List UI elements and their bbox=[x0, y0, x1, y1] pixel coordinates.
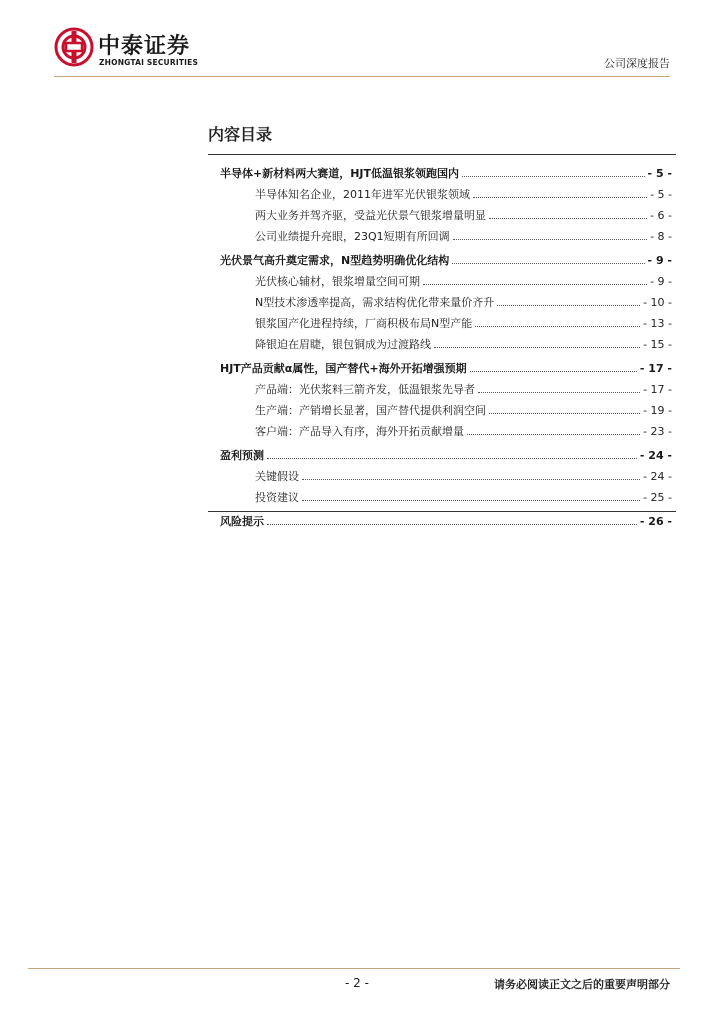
toc-entry-page: - 17 - bbox=[639, 362, 672, 375]
toc-entry-page: - 6 - bbox=[650, 209, 672, 222]
dot-leader bbox=[489, 218, 647, 219]
toc-subsection[interactable] bbox=[208, 421, 676, 442]
toc-section[interactable] bbox=[208, 358, 676, 379]
footer-divider bbox=[28, 968, 680, 969]
toc-entry-page: - 9 - bbox=[650, 275, 672, 288]
toc-entry-title: 光伏景气高升奠定需求，N型趋势明确优化结构 bbox=[220, 254, 450, 267]
toc-entry-title: 光伏核心辅材，银浆增量空间可期 bbox=[255, 275, 420, 288]
page-number: - 2 - bbox=[345, 976, 369, 990]
dot-leader bbox=[423, 284, 647, 285]
toc-entry-title: N型技术渗透率提高，需求结构优化带来量价齐升 bbox=[255, 296, 495, 309]
toc-entry-title: 半导体知名企业，2011年进军光伏银浆领域 bbox=[255, 188, 470, 201]
toc-entry-title: 降银迫在眉睫，银包铜成为过渡路线 bbox=[255, 338, 431, 351]
dot-leader bbox=[475, 326, 640, 327]
dot-leader bbox=[478, 392, 640, 393]
dot-leader bbox=[462, 176, 645, 177]
header-divider bbox=[54, 76, 670, 77]
toc-subsection[interactable] bbox=[208, 184, 676, 205]
dot-leader bbox=[302, 479, 640, 480]
toc-title-divider bbox=[208, 154, 676, 155]
toc-entry-page: - 19 - bbox=[643, 404, 672, 417]
table-of-contents bbox=[208, 160, 676, 532]
toc-entry-page: - 24 - bbox=[639, 449, 672, 462]
dot-leader bbox=[467, 434, 640, 435]
toc-entry-title: 客户端：产品导入有序，海外开拓贡献增量 bbox=[255, 425, 464, 438]
brand-name-en: ZHONGTAI SECURITIES bbox=[99, 58, 199, 67]
footer-disclaimer: 请务必阅读正文之后的重要声明部分 bbox=[494, 978, 670, 991]
toc-entry-title: 风险提示 bbox=[220, 515, 264, 528]
toc-subsection[interactable] bbox=[208, 400, 676, 421]
toc-entry-title: 投资建议 bbox=[255, 491, 299, 504]
toc-subsection[interactable] bbox=[208, 334, 676, 355]
toc-entry-page: - 13 - bbox=[643, 317, 672, 330]
toc-entry-title: 半导体+新材料两大赛道，HJT低温银浆领跑国内 bbox=[220, 167, 460, 180]
toc-entry-title: 两大业务并驾齐驱，受益光伏景气银浆增量明显 bbox=[255, 209, 486, 222]
toc-section[interactable] bbox=[208, 511, 676, 532]
toc-subsection[interactable] bbox=[208, 226, 676, 247]
toc-section[interactable] bbox=[208, 250, 676, 271]
toc-entry-page: - 26 - bbox=[639, 515, 672, 528]
toc-subsection[interactable] bbox=[208, 205, 676, 226]
toc-subsection[interactable] bbox=[208, 313, 676, 334]
toc-entry-title: 盈利预测 bbox=[220, 449, 264, 462]
toc-entry-title: 银浆国产化进程持续，厂商积极布局N型产能 bbox=[255, 317, 473, 330]
report-type-label: 公司深度报告 bbox=[604, 57, 670, 70]
dot-leader bbox=[452, 263, 644, 264]
toc-entry-page: - 24 - bbox=[643, 470, 672, 483]
toc-section[interactable] bbox=[208, 445, 676, 466]
dot-leader bbox=[434, 347, 640, 348]
toc-entry-page: - 23 - bbox=[643, 425, 672, 438]
toc-subsection[interactable] bbox=[208, 271, 676, 292]
toc-entry-page: - 5 - bbox=[647, 167, 672, 180]
toc-title: 内容目录 bbox=[208, 125, 273, 144]
toc-entry-title: 公司业绩提升亮眼，23Q1短期有所回调 bbox=[255, 230, 450, 243]
toc-entry-title: HJT产品贡献α属性，国产替代+海外开拓增强预期 bbox=[220, 362, 467, 375]
toc-entry-title: 产品端：光伏浆料三箭齐发，低温银浆先导者 bbox=[255, 383, 475, 396]
company-logo bbox=[54, 27, 229, 71]
toc-entry-page: - 25 - bbox=[643, 491, 672, 504]
toc-subsection[interactable] bbox=[208, 292, 676, 313]
toc-entry-page: - 10 - bbox=[643, 296, 672, 309]
toc-subsection[interactable] bbox=[208, 466, 676, 487]
toc-bottom-divider bbox=[208, 511, 676, 512]
toc-entry-page: - 8 - bbox=[650, 230, 672, 243]
toc-subsection[interactable] bbox=[208, 379, 676, 400]
dot-leader bbox=[267, 524, 637, 525]
page-header bbox=[0, 0, 724, 80]
dot-leader bbox=[453, 239, 647, 240]
toc-entry-page: - 9 - bbox=[647, 254, 672, 267]
toc-entry-title: 关键假设 bbox=[255, 470, 299, 483]
toc-entry-title: 生产端：产销增长显著，国产替代提供利润空间 bbox=[255, 404, 486, 417]
dot-leader bbox=[267, 458, 637, 459]
dot-leader bbox=[497, 305, 640, 306]
toc-subsection[interactable] bbox=[208, 487, 676, 508]
brand-name-cn: 中泰证券 bbox=[98, 34, 191, 59]
logo-emblem-icon bbox=[54, 27, 94, 67]
toc-entry-page: - 5 - bbox=[650, 188, 672, 201]
toc-section[interactable] bbox=[208, 163, 676, 184]
dot-leader bbox=[489, 413, 640, 414]
toc-entry-page: - 17 - bbox=[643, 383, 672, 396]
toc-entry-page: - 15 - bbox=[643, 338, 672, 351]
dot-leader bbox=[302, 500, 640, 501]
dot-leader bbox=[473, 197, 647, 198]
dot-leader bbox=[470, 371, 637, 372]
